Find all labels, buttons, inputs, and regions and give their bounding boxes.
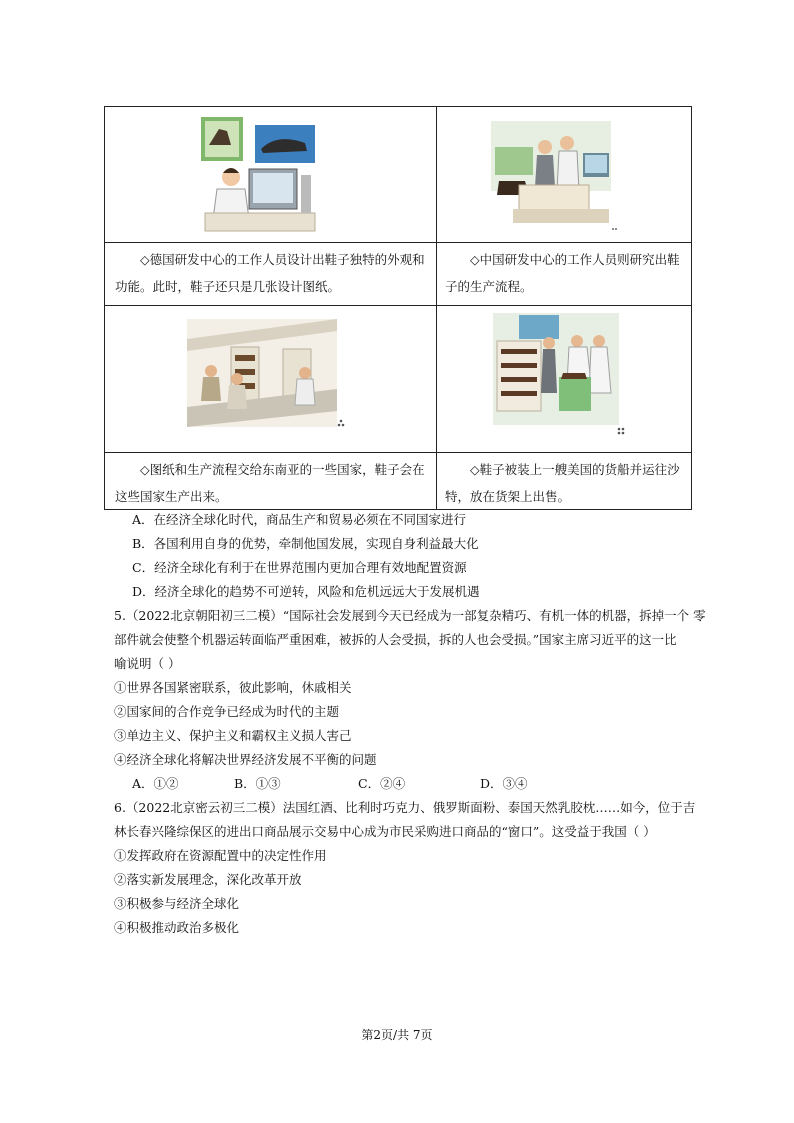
table-cell-text: ◇中国研发中心的工作人员则研究出鞋子的生产流程。 — [445, 252, 680, 294]
q5-item: ③单边主义、保护主义和霸权主义损人害己 — [114, 728, 352, 743]
q5-stem: 5.（2022北京朝阳初三二模）“国际社会发展到今天已经成为一部复杂精巧、有机一体的机器，拆掉一个 零 — [114, 608, 706, 623]
table-divider — [105, 305, 691, 306]
q6-item: ④积极推动政治多极化 — [114, 920, 240, 935]
illustration-table — [104, 106, 692, 510]
southeast-asia-factory-illustration — [187, 319, 347, 437]
q4-option-d: D．经济全球化的趋势不可逆转，风险和危机远远大于发展机遇 — [132, 584, 480, 599]
page-number: 第2页/共 7页 — [361, 1028, 433, 1042]
q4-option-b: B．各国利用自身的优势，牵制他国发展，实现自身利益最大化 — [132, 536, 479, 551]
q5-stem: 喻说明（ ） — [114, 656, 181, 671]
table-divider — [105, 452, 691, 453]
q4-option-a: A．在经济全球化时代，商品生产和贸易必须在不同国家进行 — [132, 512, 467, 527]
q5-stem: 部件就会使整个机器运转面临严重困难，被拆的人会受损，拆的人也会受损。”国家主席习近平的这一比 — [114, 632, 677, 647]
q5-choice-b: B．①③ — [234, 776, 281, 791]
table-divider — [105, 242, 691, 243]
q6-stem: 6.（2022北京密云初三二模）法国红酒、比利时巧克力、俄罗斯面粉、泰国天然乳胶枕……如今，位于吉 — [114, 800, 696, 815]
q6-item: ②落实新发展理念，深化改革开放 — [114, 872, 302, 887]
table-cell-text: ◇鞋子被装上一艘美国的货船并运往沙特，放在货架上出售。 — [445, 462, 680, 504]
q6-stem: 林长春兴隆综保区的进出口商品展示交易中心成为市民采购进口商品的“窗口”。这受益于我国（ ） — [114, 824, 656, 839]
q4-option-c: C．经济全球化有利于在世界范围内更加合理有效地配置资源 — [132, 560, 467, 575]
table-cell-text: ◇图纸和生产流程交给东南亚的一些国家，鞋子会在这些国家生产出来。 — [115, 462, 425, 504]
german-design-center-illustration — [197, 115, 333, 237]
q5-item: ②国家间的合作竞争已经成为时代的主题 — [114, 704, 340, 719]
q5-choice-d: D．③④ — [480, 776, 528, 791]
table-cell-text: ◇德国研发中心的工作人员设计出鞋子独特的外观和功能。此时，鞋子还只是几张设计图纸。 — [115, 252, 425, 294]
q5-item: ①世界各国紧密联系，彼此影响，休戚相关 — [114, 680, 352, 695]
q5-choice-a: A．①② — [132, 776, 179, 791]
q6-item: ③积极参与经济全球化 — [114, 896, 240, 911]
table-divider-vertical — [436, 107, 437, 509]
china-rd-center-illustration — [489, 121, 625, 237]
saudi-shoe-store-illustration — [493, 313, 633, 439]
q6-item: ①发挥政府在资源配置中的决定性作用 — [114, 848, 327, 863]
q5-choice-c: C．②④ — [358, 776, 406, 791]
q5-item: ④经济全球化将解决世界经济发展不平衡的问题 — [114, 752, 377, 767]
